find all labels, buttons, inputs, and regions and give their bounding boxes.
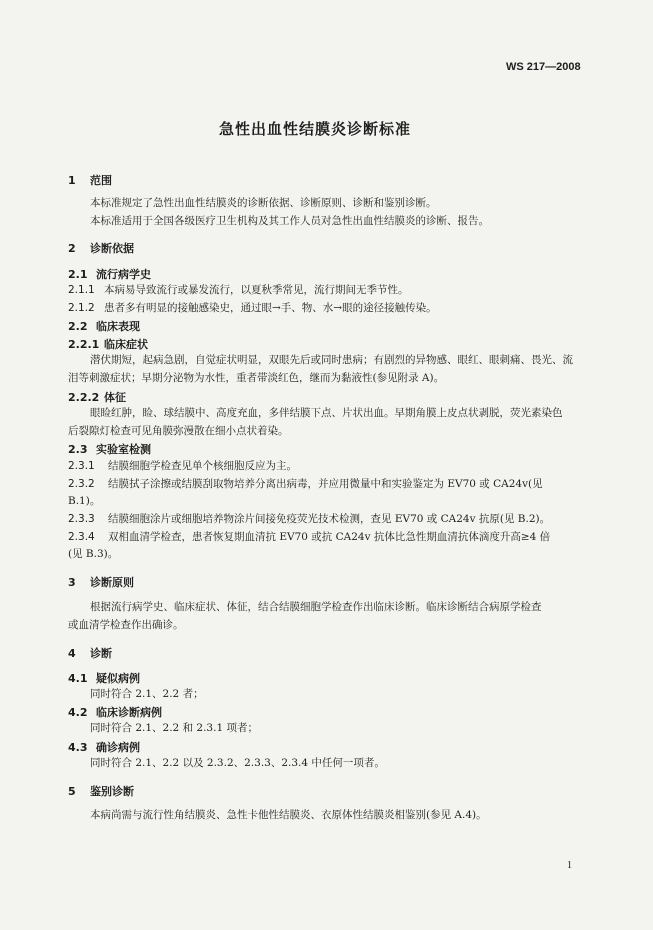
section-title: 诊断依据 [90, 242, 134, 255]
subsection-number: 2.2.1 [68, 338, 100, 351]
clause-number: 2.3.4 [68, 531, 95, 543]
section-number: 5 [68, 785, 76, 798]
section-title: 诊断 [90, 647, 112, 660]
section-5-text: 本病尚需与流行性角结膜炎、急性卡他性结膜炎、衣原体性结膜炎相鉴别(参见 A.4)。 [90, 809, 487, 821]
section-1-heading [68, 172, 112, 188]
subsection-2-2-heading [68, 318, 140, 334]
clause-2-2-1-line-2: 泪等刺激症状；早期分泌物为水性，重者带淡红色，继而为黏液性(参见附录 A)。 [68, 372, 445, 384]
subsection-number: 2.3 [68, 443, 88, 456]
clause-2-3-2-line-2: B.1)。 [68, 495, 101, 507]
section-5-heading [68, 783, 134, 799]
section-4-heading [68, 645, 112, 661]
subsection-2-1-heading [68, 266, 151, 282]
subsection-4-1-heading [68, 670, 140, 686]
subsection-number: 4.3 [68, 741, 88, 754]
subsection-number: 2.2 [68, 320, 88, 333]
subsection-title: 体征 [104, 391, 126, 404]
clause-text: 结膜细胞涂片或细胞培养物涂片间接免疫荧光技术检测，查见 EV70 或 CA24v 抗原(见 B.2)。 [108, 513, 551, 525]
clause-2-3-4-line-2: (见 B.3)。 [68, 548, 119, 560]
section-1-paragraph-2: 本标准适用于全国各级医疗卫生机构及其工作人员对急性出血性结膜炎的诊断、报告。 [90, 215, 489, 227]
subsection-title: 临床表现 [96, 320, 140, 333]
section-2-heading [68, 240, 134, 256]
subsection-4-2-heading [68, 704, 162, 720]
subsection-number: 2.1 [68, 268, 88, 281]
section-1-paragraph-1: 本标准规定了急性出血性结膜炎的诊断依据、诊断原则、诊断和鉴别诊断。 [90, 197, 437, 209]
clause-2-2-2-line-2: 后裂隙灯检查可见角膜弥漫散在细小点状着染。 [68, 425, 289, 437]
subsection-4-3-heading [68, 739, 140, 755]
section-title: 诊断原则 [90, 576, 134, 589]
section-number: 2 [68, 242, 76, 255]
clause-2-1-2 [68, 301, 437, 315]
standard-code: WS 217—2008 [506, 61, 581, 73]
clause-text: 本病易导致流行或暴发流行，以夏秋季常见，流行期间无季节性。 [104, 284, 409, 296]
subsection-title: 临床症状 [104, 338, 148, 351]
section-number: 3 [68, 576, 76, 589]
section-3-line-2: 或血清学检查作出确诊。 [68, 619, 184, 631]
clause-text: 双相血清学检查，患者恢复期血清抗 EV70 或抗 CA24v 抗体比急性期血清抗体滴度升高≥4 倍 [108, 531, 551, 543]
subsection-2-2-1-heading [68, 336, 148, 352]
clause-number: 2.3.3 [68, 513, 95, 525]
clause-2-2-1-line-1: 潜伏期短，起病急剧，自觉症状明显，双眼先后或同时患病；有剧烈的异物感、眼红、眼刺痛、畏光、流 [90, 354, 573, 366]
clause-number: 2.1.1 [68, 284, 95, 296]
subsection-number: 4.2 [68, 706, 88, 719]
subsection-number: 2.2.2 [68, 391, 100, 404]
clause-2-2-2-line-1: 眼睑红肿，睑、球结膜中、高度充血，多伴结膜下点、片状出血。早期角膜上皮点状剥脱，荧光素染色 [90, 407, 563, 419]
clause-2-3-3 [68, 512, 550, 526]
page-number: 1 [567, 860, 572, 871]
clause-number: 2.1.2 [68, 302, 95, 314]
subsection-title: 流行病学史 [96, 268, 151, 281]
section-3-line-1: 根据流行病学史、临床症状、体征，结合结膜细胞学检查作出临床诊断。临床诊断结合病原学检查 [90, 601, 542, 613]
section-3-heading [68, 574, 134, 590]
section-title: 鉴别诊断 [90, 785, 134, 798]
clause-2-3-4-line-1 [68, 530, 550, 544]
subsection-2-2-2-heading [68, 389, 126, 405]
clause-number: 2.3.1 [68, 460, 95, 472]
clause-number: 2.3.2 [68, 478, 95, 490]
subsection-4-1-text: 同时符合 2.1、2.2 者； [90, 688, 204, 700]
clause-2-3-2-line-1 [68, 477, 543, 491]
section-number: 4 [68, 647, 76, 660]
subsection-title: 实验室检测 [96, 443, 151, 456]
clause-2-3-1 [68, 459, 297, 473]
subsection-title: 确诊病例 [96, 741, 140, 754]
clause-2-1-1 [68, 283, 409, 297]
clause-text: 结膜拭子涂擦或结膜刮取物培养分离出病毒，并应用微量中和实验鉴定为 EV70 或 CA24v(见 [108, 478, 543, 490]
section-number: 1 [68, 174, 76, 187]
subsection-number: 4.1 [68, 672, 88, 685]
clause-text: 结膜细胞学检查见单个核细胞反应为主。 [108, 460, 297, 472]
subsection-title: 临床诊断病例 [96, 706, 162, 719]
document-title: 急性出血性结膜炎诊断标准 [219, 120, 412, 138]
subsection-4-3-text: 同时符合 2.1、2.2 以及 2.3.2、2.3.3、2.3.4 中任何一项者。 [90, 757, 385, 769]
subsection-title: 疑似病例 [96, 672, 140, 685]
clause-text: 患者多有明显的接触感染史，通过眼→手、物、水→眼的途径接触传染。 [104, 302, 437, 314]
subsection-2-3-heading [68, 441, 151, 457]
section-title: 范围 [90, 174, 112, 187]
subsection-4-2-text: 同时符合 2.1、2.2 和 2.3.1 项者； [90, 722, 258, 734]
